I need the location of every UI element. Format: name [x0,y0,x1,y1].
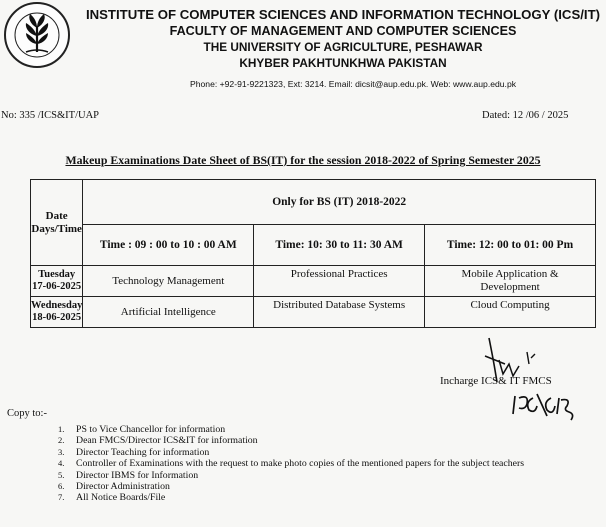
list-item-text: Director Teaching for information [76,446,210,458]
list-item: 1. PS to Vice Chancellor for information [58,424,226,435]
table-row [31,297,596,328]
copy-to-list [58,424,524,504]
time-slot-2: Time: 10: 30 to 11: 30 AM [254,225,425,266]
subject-line: Development [480,281,540,293]
date-sheet-table [30,179,596,328]
reference-number: No: 335 /ICS&IT/UAP [1,110,100,121]
subject-cell: Distributed Database Systems [254,297,425,328]
table-row [31,266,596,297]
list-item-text: PS to Vice Chancellor for information [76,424,226,435]
document-title: Makeup Examinations Date Sheet of BS(IT) for the session 2018-2022 of Spring Semester 2025 [65,153,541,167]
day-time-header [31,180,83,266]
subject-cell: Technology Management [83,266,254,297]
program-header: Only for BS (IT) 2018-2022 [83,180,596,225]
list-item: 7. All Notice Boards/File [58,492,166,504]
day-name: Wednesday [31,300,83,311]
subject-cell: Cloud Computing [425,297,596,328]
list-item-text: Director Administration [76,481,170,493]
contact-line: Phone: +92-91-9221323, Ext: 3214. Email: dicsit@aup.edu.pk. Web: www.aup.edu.pk [190,79,517,89]
day-date: 17-06-2025 [32,281,82,292]
list-item: 2. Dean FMCS/Director ICS&IT for information [58,435,258,447]
subject-cell [425,266,596,297]
time-slot-1: Time : 09 : 00 to 10 : 00 AM [83,225,254,266]
time-slot-3: Time: 12: 00 to 01: 00 Pm [425,225,596,266]
copy-to-label: Copy to:- [7,408,47,419]
date-line: Dated: 12 /06 / 2025 [482,110,569,121]
list-item-text: Director IBMS for Information [76,469,199,481]
subject-cell: Artificial Intelligence [83,297,254,328]
institute-name: INSTITUTE OF COMPUTER SCIENCES AND INFORMATION TECHNOLOGY (ICS/IT) [85,7,601,22]
subject-line: Mobile Application & [461,268,559,280]
list-item: 6. Director Administration [58,481,170,493]
day-date: 18-06-2025 [32,312,82,323]
days-time-header-label: Days/Time [31,222,82,235]
incharge-designation: Incharge ICS& IT FMCS [440,375,552,387]
university-name: THE UNIVERSITY OF AGRICULTURE, PESHAWAR [203,40,483,54]
date-header-label: Date [45,209,68,222]
province-name: KHYBER PAKHTUNKHWA PAKISTAN [239,56,447,70]
list-item-text: Dean FMCS/Director ICS&IT for information [76,435,258,447]
list-item-text: All Notice Boards/File [76,492,166,504]
list-item: 5. Director IBMS for Information [58,469,199,481]
list-item: 3. Director Teaching for information [58,446,210,458]
day-cell [31,266,83,297]
subject-cell: Professional Practices [254,266,425,297]
list-item: 4. Controller of Examinations with the request to make photo copies of the mentioned papers for the subject teachers [58,458,525,470]
day-name: Tuesday [38,269,76,280]
faculty-name: FACULTY OF MANAGEMENT AND COMPUTER SCIENCES [169,24,517,38]
list-item-text: Controller of Examinations with the request to make photo copies of the mentioned papers for the subject teachers [76,458,525,470]
day-cell [31,297,83,328]
